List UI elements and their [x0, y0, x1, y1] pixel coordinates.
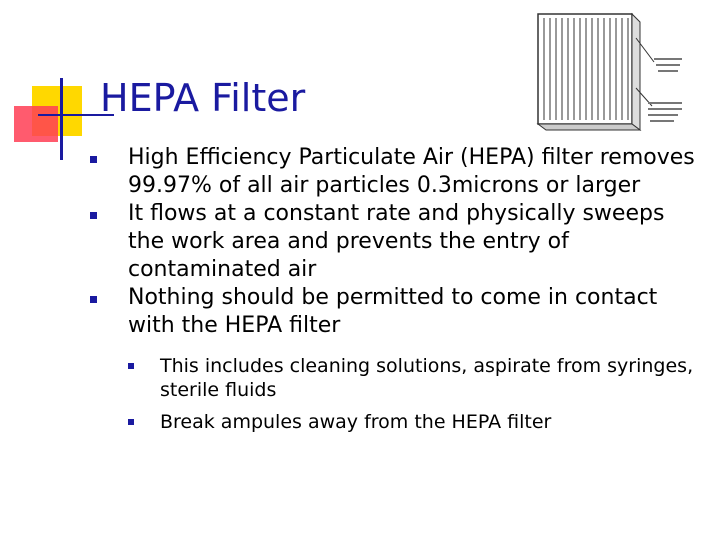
sub-bullet-list [128, 354, 698, 434]
sub-bullet-item [128, 354, 698, 402]
bullet-text: Nothing should be permitted to come in contact with the HEPA filter [128, 285, 658, 338]
bullet-square-icon [90, 212, 97, 219]
slide-title: HEPA Filter [100, 76, 306, 120]
bullet-item [86, 144, 698, 200]
bullet-item [86, 200, 698, 284]
bullet-text: It flows at a constant rate and physically sweeps the work area and prevents the entry of contaminated air [128, 201, 665, 282]
hepa-filter-diagram [532, 8, 692, 136]
decor-red-square [14, 106, 58, 142]
bullet-square-icon [128, 419, 134, 425]
bullet-list [86, 144, 698, 442]
bullet-text: High Efficiency Particulate Air (HEPA) filter removes 99.97% of all air particles 0.3microns or larger [128, 145, 695, 198]
decor-vertical-line [60, 78, 63, 160]
bullet-square-icon [128, 363, 134, 369]
sub-bullet-text: Break ampules away from the HEPA filter [160, 411, 552, 433]
sub-bullet-text: This includes cleaning solutions, aspirate from syringes, sterile fluids [160, 355, 694, 401]
sub-bullet-item [128, 410, 698, 434]
bullet-square-icon [90, 296, 97, 303]
bullet-square-icon [90, 156, 97, 163]
bullet-item [86, 284, 698, 434]
